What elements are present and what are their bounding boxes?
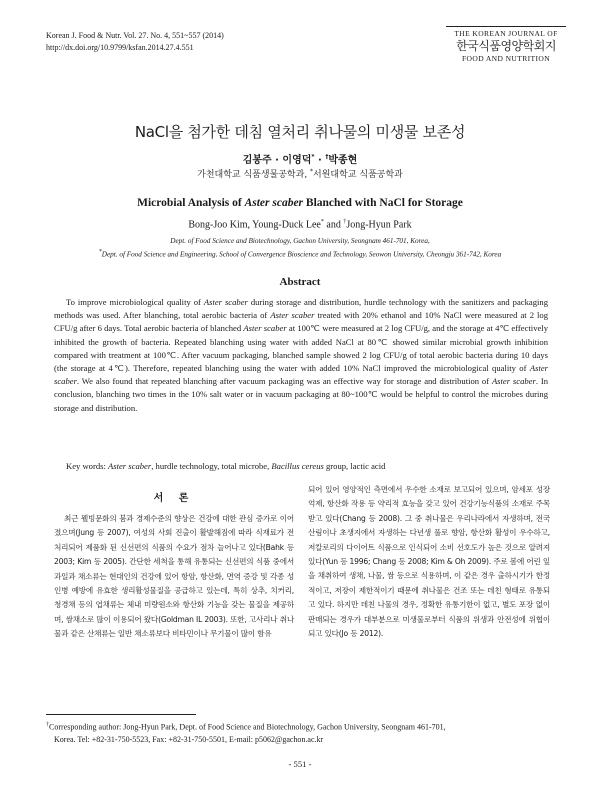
en-author-names: Bong-Joo Kim, Young-Duck Lee [188,219,321,231]
running-header [46,30,224,54]
abstract-heading: Abstract [279,276,321,288]
abstract-text: during storage and distribution, hurdle technology with the sanitizers and packaging methods was used. After blanching, total aerobic bacteria of [54,297,548,321]
abstract-species: Aster scaber [243,323,287,334]
en-title-species: Aster scaber [244,197,304,209]
keyword-bacillus: Bacillus cereus [271,461,324,471]
abstract-body [54,296,548,415]
page-number: - 551 - [288,759,312,769]
journal-rule-top [446,26,566,27]
journal-name-en-top: THE KOREAN JOURNAL OF [454,29,558,38]
abstract-text: . In conclusion, blanching two times in the 10% salt water or in vacuum packaging at 80~100℃ would be helpful to control the microbes during storage and distribution. [54,376,548,413]
en-title-pre: Microbial Analysis of [137,197,245,209]
corresponding-author-footnote [46,719,556,746]
journal-logo [446,26,566,64]
abstract-text: at 100℃ were measured at 2 log CFU/g, and the storage at 4℃ effectively inhibited the growth of bacteria. Repeated blanching using water with added NaCl at 80℃ showed similar microbial growth inhibition compared with treatment at 100℃. After vacuum packaging, blanched sample showed 2 log CFU/g of total aerobic bacteria during 10 days (the storage at 4℃). Therefore, repeated blanching using the water with added 10% NaCl improved the microbiological quality of [54,323,548,374]
en-affil-mark: * [98,249,102,255]
footnote-divider [46,714,196,715]
en-title-post: Blanched with NaCl for Storage [303,197,463,209]
kr-affil-mark: * [310,168,314,175]
keywords-mid: , hurdle technology, total microbe, [151,461,272,471]
kr-affil-part2: 서원대학교 식품공학과 [313,170,403,180]
footnote-mark: † [46,722,49,728]
abstract-species: Aster scaber [54,363,548,387]
abstract-text: treated with 20% ethanol and 10% NaCl were measured at 2 log CFU/g after 6 days. Total aerobic bacteria of blanched [54,310,549,334]
en-author-mark: * [320,219,324,225]
en-affil-line1: Dept. of Food Science and Biotechnology, Gachon University, Seongnam 461-701, Korea, [170,237,430,245]
footnote-line2: Korea. Tel: +82-31-750-5523, Fax: +82-31-750-5501, E-mail: p5062@gachon.ac.kr [54,734,324,744]
en-corresponding-author: Jong-Hyun Park [346,219,412,231]
citation: Korean J. Food & Nutr. Vol. 27. No. 4, 551~557 (2014) [46,31,224,40]
english-title [0,197,600,209]
kr-affil-part1: 가천대학교 식품생물공학과, [197,170,311,180]
korean-authors [0,151,600,166]
kr-author-mark: * [311,153,315,161]
english-authors [0,219,600,230]
introduction-heading: 서 론 [153,493,195,504]
en-affil-line2-wrap [40,247,560,260]
keyword-species: Aster scaber [108,461,152,471]
keywords-end: group, lactic acid [323,461,386,471]
korean-title: NaCl을 첨가한 데침 열처리 취나물의 미생물 보존성 [134,123,466,141]
english-affiliation [40,236,560,260]
kr-author-names: 김봉주 · 이영덕 [242,155,312,166]
abstract-text: . We also found that repeated blanching after vacuum packaging was an effective way for storage and distribution of [76,376,492,387]
doi-link[interactable]: http://dx.doi.org/10.9799/ksfan.2014.27.4.551 [46,43,194,52]
abstract-species: Aster scaber [270,310,315,321]
journal-name-en-bottom: FOOD AND NUTRITION [461,54,551,63]
introduction-right-column: 되어 있어 영양적인 측면에서 우수한 소재로 보고되어 있으며, 암세포 성장 억제, 항산화 작용 등 약리적 효능을 갖고 있어 건강기능식품의 소재로 주목 받고 있다(Chang 등 2008). 그 중 취나물은 우리나라에서 자생하며, 전국 산림이나 초생지에서 자생하는 다년생 풀로 향암, 항산화 활성이 우수하고, 저칼로리의 다이어트 식품으로 인식되어 소비 선호도가 높은 것으로 알려져 있다(Yun 등 1996; Chang 등 2008; Kim & Oh 2009). 주로 봄에 어린 잎을 채취하여 생채, 나물, 쌈 등으로 식용하며, 이 같은 경우 출하시기가 한정적이고, 저장이 제한적이기 때문에 취나물은 건조 또는 데친 형태로 유통되고 있다. 하지만 데친 나물의 경우, 정확한 유통기한이 없고, 별도 포장 없이 판매되는 경우가 대부분으로 미생물로부터 식품의 위생과 안전성에 위협이 되고 있다(Jo 등 2012). [308,485,550,639]
footnote-line1-wrap [46,719,556,734]
keywords-label: Key words: [66,461,109,471]
kr-author-sep: · [314,155,326,166]
en-corresponding-mark: † [343,219,347,225]
footnote-line1: Corresponding author: Jong-Hyun Park, Dept. of Food Science and Biotechnology, Gachon University, Seongnam 461-701, [49,722,446,732]
en-author-and: and [323,219,344,231]
kr-corresponding-author: 박종현 [328,155,358,166]
keywords [66,461,546,471]
abstract-text: To improve microbiological quality of [66,297,204,307]
abstract-species: Aster scaber [491,376,536,387]
abstract-species: Aster scaber [203,297,248,307]
kr-corresponding-mark: † [325,153,329,161]
journal-name-kr: 한국식품영양학회지 [456,39,556,53]
korean-affiliation [0,167,600,180]
en-affil-line2: Dept. of Food Science and Engineering, School of Convergence Bioscience and Technology, Seowon University, Cheongju 361-742, Korea [101,250,502,259]
introduction-left-column: 최근 웰빙문화의 붐과 경제수준의 향상은 건강에 대한 관심 증가로 이어졌으며(Jung 등 2007), 여성의 사회 진출이 활발해짐에 따라 식재료가 전처리되어 제품화 된 신선편의 식품의 수요가 점차 늘어나고 있다(Bahk 등 2003; Kim 등 2005). 간단한 세척을 통해 유통되는 신선편의 식품 중에서 과일과 채소류는 현대인의 건강에 있어 항암, 항산화, 면역 증강 및 각종 성인병 예방에 유효한 생리활성물질을 공급하고 있는데, 특히 상추, 치커리, 청경채 등의 엽채류는 체내 미량원소와 항산화 기능을 갖는 물질을 제공하며, 쌈채소로 많이 이용되어 왔다(Goldman IL 2003). 또한, 고사리나 취나물과 같은 산채류는 일반 채소류보다 비타민이나 무기물이 많이 함유 [54,514,294,639]
